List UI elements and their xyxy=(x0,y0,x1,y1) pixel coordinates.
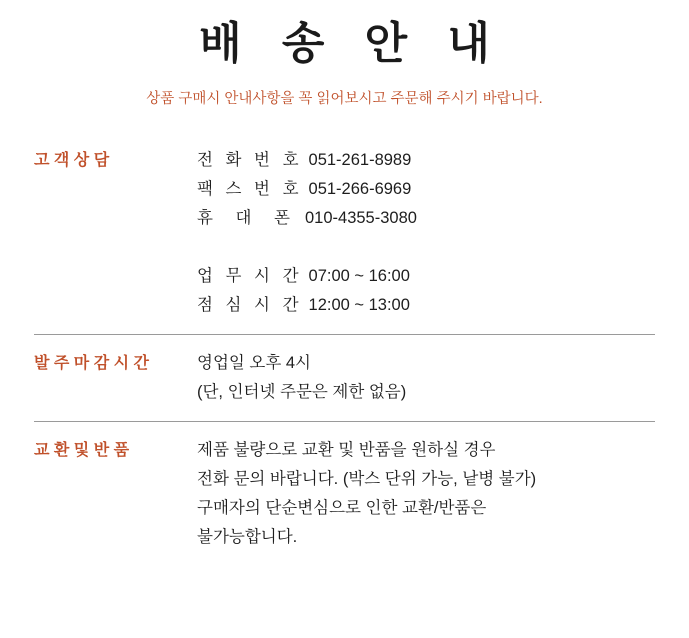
order-deadline-line-2: (단, 인터넷 주문은 제한 없음) xyxy=(197,383,407,401)
divider-1 xyxy=(34,334,655,335)
contact-value-phone: 051-261-8989 xyxy=(308,151,412,169)
section-label-customer-support: 고 객 상 담 xyxy=(34,152,110,169)
contact-value-business-hours: 07:00 ~ 16:00 xyxy=(308,267,410,285)
contact-label-business-hours: 업 무 시 간 xyxy=(197,267,303,285)
contact-label-mobile: 휴 대 폰 xyxy=(197,209,299,227)
contact-label-phone: 전 화 번 호 xyxy=(197,151,303,169)
contact-row-lunch-hours xyxy=(197,291,655,320)
divider-2 xyxy=(34,421,655,422)
section-body-customer-support xyxy=(197,146,655,320)
order-deadline-line-1: 영업일 오후 4시 xyxy=(197,354,311,372)
contact-row-mobile xyxy=(197,204,655,233)
contact-row-business-hours xyxy=(197,262,655,291)
section-body-exchange-return xyxy=(197,436,655,552)
section-body-order-deadline xyxy=(197,349,655,407)
exchange-return-line-2: 전화 문의 바랍니다. (박스 단위 가능, 낱병 불가) xyxy=(197,470,537,488)
section-order-deadline xyxy=(0,349,689,407)
contact-row-fax xyxy=(197,175,655,204)
exchange-return-line-1: 제품 불량으로 교환 및 반품을 원하실 경우 xyxy=(197,441,496,459)
contact-label-fax: 팩 스 번 호 xyxy=(197,180,303,198)
section-label-exchange-return: 교 환 및 반 품 xyxy=(34,442,130,459)
page-subtitle: 상품 구매시 안내사항을 꼭 읽어보시고 주문해 주시기 바랍니다. xyxy=(146,91,543,107)
contact-value-lunch-hours: 12:00 ~ 13:00 xyxy=(308,296,410,314)
contact-value-fax: 051-266-6969 xyxy=(308,180,412,198)
contact-row-phone xyxy=(197,146,655,175)
section-customer-support xyxy=(0,146,689,320)
contact-label-lunch-hours: 점 심 시 간 xyxy=(197,296,303,314)
page-title: 배 송 안 내 xyxy=(199,19,504,68)
contact-spacer xyxy=(197,233,655,262)
exchange-return-line-4: 불가능합니다. xyxy=(197,528,298,546)
section-label-order-deadline: 발 주 마 감 시 간 xyxy=(34,355,149,372)
exchange-return-line-3: 구매자의 단순변심으로 인한 교환/반품은 xyxy=(197,499,487,517)
contact-value-mobile: 010-4355-3080 xyxy=(305,209,417,227)
section-exchange-return xyxy=(0,436,689,552)
